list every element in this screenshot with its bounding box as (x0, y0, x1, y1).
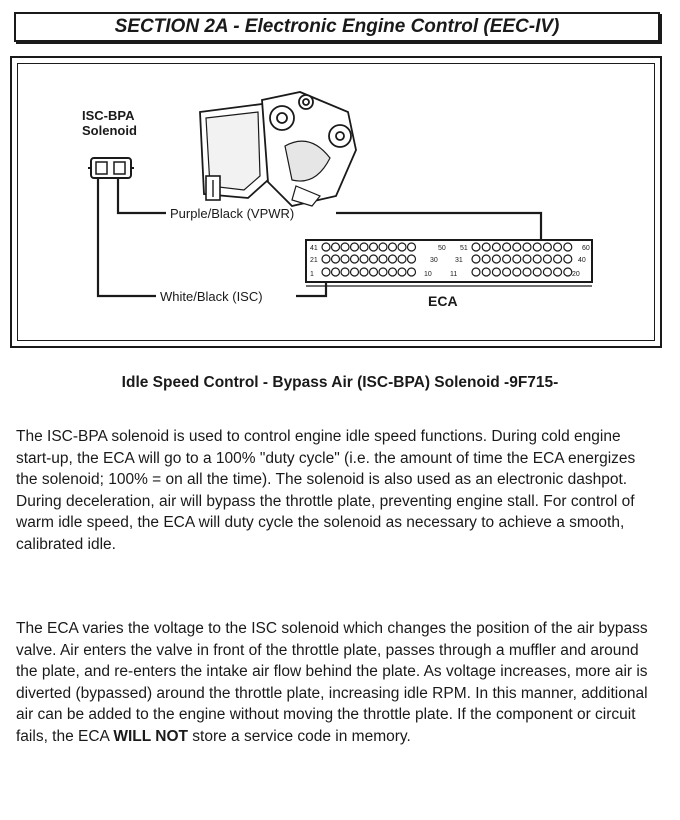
eca-pin (472, 255, 480, 263)
pin-label-21: 21 (310, 257, 318, 264)
paragraph-2-emphasis: WILL NOT (113, 727, 188, 745)
eca-pin (523, 255, 531, 263)
eca-pin (389, 268, 397, 276)
eca-pin (398, 268, 406, 276)
eca-pin (543, 268, 551, 276)
pin-label-51: 51 (460, 245, 468, 252)
solenoid-label-line2: Solenoid (82, 123, 137, 138)
figure-caption: Idle Speed Control - Bypass Air (ISC-BPA) Solenoid -9F715- (121, 374, 559, 391)
paragraph-2 (16, 618, 656, 747)
eca-pin (533, 243, 541, 251)
eca-pin (408, 243, 416, 251)
wire-vpwr-label: Purple/Black (VPWR) (170, 206, 295, 221)
isc-bpa-valve-icon (200, 92, 356, 206)
eca-pin (351, 268, 359, 276)
eca-pin (513, 268, 521, 276)
eca-pin (332, 243, 340, 251)
paragraph-1 (16, 426, 656, 555)
pin-label-41: 41 (310, 245, 318, 252)
eca-pin (379, 243, 387, 251)
eca-pin (322, 268, 330, 276)
wire-isc-label: White/Black (ISC) (160, 289, 263, 304)
eca-pin (332, 268, 340, 276)
pin-label-1: 1 (310, 271, 314, 278)
eca-pin (554, 255, 562, 263)
eca-pin (533, 255, 541, 263)
eca-pin (351, 255, 359, 263)
eca-pin (398, 255, 406, 263)
eca-pin (554, 268, 562, 276)
paragraph-2-start: The ECA varies the voltage to the ISC solenoid which changes the position of the air bypass valve. Air enters the valve in front of the throttle plate, passes through a muffler and around the plate, and re-enters the intake air flow behind the plate. As voltage increases, more air is diverted (bypassed) around the throttle plate, increasing idle RPM. In this manner, additional air can be added to the engine without moving the throttle plate. If the component or circuit fails, the ECA (16, 620, 648, 745)
eca-pin (322, 243, 330, 251)
eca-pin (513, 255, 521, 263)
eca-pin (341, 243, 349, 251)
eca-pin (472, 243, 480, 251)
eca-pin (332, 255, 340, 263)
eca-pin (543, 255, 551, 263)
pin-label-50: 50 (438, 245, 446, 252)
eca-pin (543, 243, 551, 251)
eca-pin (482, 255, 490, 263)
eca-pin (472, 268, 480, 276)
eca-pin (503, 243, 511, 251)
pin-label-10: 10 (424, 271, 432, 278)
eca-label: ECA (428, 293, 458, 309)
eca-pin (398, 243, 406, 251)
eca-pin (360, 268, 368, 276)
eca-connector (306, 240, 592, 286)
paragraph-2-end: store a service code in memory. (187, 727, 411, 745)
eca-pin (523, 243, 531, 251)
eca-pin (370, 243, 378, 251)
eca-pin (379, 268, 387, 276)
eca-pin (389, 255, 397, 263)
eca-pin (360, 243, 368, 251)
eca-pin (492, 243, 500, 251)
solenoid-connector-icon (88, 158, 134, 178)
eca-pin (523, 268, 531, 276)
eca-pin (389, 243, 397, 251)
pin-label-40: 40 (578, 257, 586, 264)
eca-pin (360, 255, 368, 263)
eca-pin (554, 243, 562, 251)
section-title: SECTION 2A - Electronic Engine Control (EEC-IV) (114, 16, 560, 37)
paragraph-2-text (16, 618, 656, 747)
paragraph-1-text: The ISC-BPA solenoid is used to control engine idle speed functions. During cold engine start-up, the ECA will go to a 100% "duty cycle" (i.e. the amount of time the ECA energizes the solenoid; 100% = on all the time). The solenoid is also used as an electronic dashpot. During deceleration, air will bypass the throttle plate, preventing engine stall. For control of warm idle speed, the ECA will duty cycle the solenoid as necessary to achieve a smooth, calibrated idle. (16, 428, 636, 553)
pin-label-31: 31 (455, 257, 463, 264)
eca-pin (533, 268, 541, 276)
eca-pin (503, 255, 511, 263)
eca-pin (492, 268, 500, 276)
eca-pin (341, 268, 349, 276)
eca-pin (370, 255, 378, 263)
eca-pin (564, 268, 572, 276)
pin-label-30: 30 (430, 257, 438, 264)
pin-label-11: 11 (450, 271, 458, 278)
pin-label-20: 20 (572, 271, 580, 278)
eca-pin (408, 255, 416, 263)
eca-pin (513, 243, 521, 251)
eca-pin (351, 243, 359, 251)
eca-pin (564, 243, 572, 251)
eca-pin (370, 268, 378, 276)
eca-pin (503, 268, 511, 276)
eca-pin (482, 268, 490, 276)
eca-pin (379, 255, 387, 263)
eca-pin (322, 255, 330, 263)
solenoid-label-line1: ISC-BPA (82, 108, 135, 123)
diagram-svg (0, 0, 680, 360)
eca-pin (492, 255, 500, 263)
eca-pin (408, 268, 416, 276)
eca-pin (341, 255, 349, 263)
eca-pin (482, 243, 490, 251)
pin-label-60: 60 (582, 245, 590, 252)
eca-pin (564, 255, 572, 263)
